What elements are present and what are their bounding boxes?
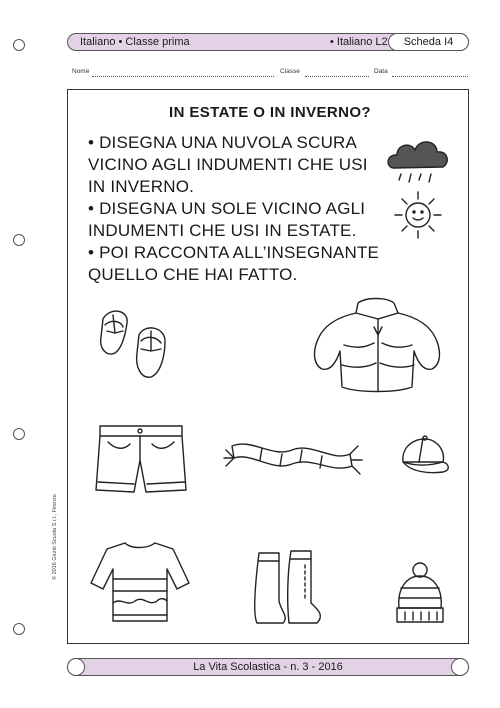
footer-bar (67, 658, 469, 676)
name-field[interactable] (92, 76, 274, 77)
shorts-drawing (90, 420, 195, 505)
wool-hat-drawing (385, 560, 455, 630)
dark-cloud-icon (385, 130, 455, 190)
header-bar (67, 33, 469, 51)
footer-right-cap (451, 658, 469, 676)
name-label: Nome (72, 68, 90, 75)
binder-hole-4 (13, 623, 25, 635)
subject-label: Italiano • Classe prima (80, 36, 190, 48)
winter-jacket-drawing (308, 295, 448, 405)
date-field[interactable] (392, 76, 468, 77)
class-field[interactable] (305, 76, 369, 77)
boots-drawing (245, 545, 330, 635)
level-label: • Italiano L2 (330, 36, 388, 48)
instructions (88, 132, 379, 286)
instruction-line: • DISEGNA UN SOLE VICINO AGLI (88, 199, 366, 218)
sun-icon (388, 188, 448, 243)
card-number: Scheda I4 (388, 33, 469, 51)
student-info-row (72, 68, 468, 80)
cap-drawing (395, 432, 455, 482)
date-label: Data (374, 68, 388, 75)
binder-hole-2 (13, 234, 25, 246)
flip-flops-drawing (95, 305, 190, 385)
scarf-drawing (222, 428, 362, 498)
instruction-line: • DISEGNA UNA NUVOLA SCURA (88, 133, 358, 152)
binder-hole-1 (13, 39, 25, 51)
instruction-line: IN INVERNO. (88, 177, 195, 196)
binder-hole-3 (13, 428, 25, 440)
instruction-line: QUELLO CHE HAI FATTO. (88, 265, 298, 284)
class-label: Classe (280, 68, 300, 75)
footer-text: La Vita Scolastica - n. 3 - 2016 (193, 661, 343, 673)
footer-left-cap (67, 658, 85, 676)
copyright-note: © 2016 Giunti Scuola S.r.l., Firenze (52, 494, 58, 580)
instruction-line: • POI RACCONTA ALL’INSEGNANTE (88, 243, 380, 262)
instruction-line: VICINO AGLI INDUMENTI CHE USI (88, 155, 368, 174)
instruction-line: INDUMENTI CHE USI IN ESTATE. (88, 221, 357, 240)
worksheet-title: IN ESTATE O IN INVERNO? (169, 104, 371, 121)
sweater-drawing (85, 535, 200, 630)
